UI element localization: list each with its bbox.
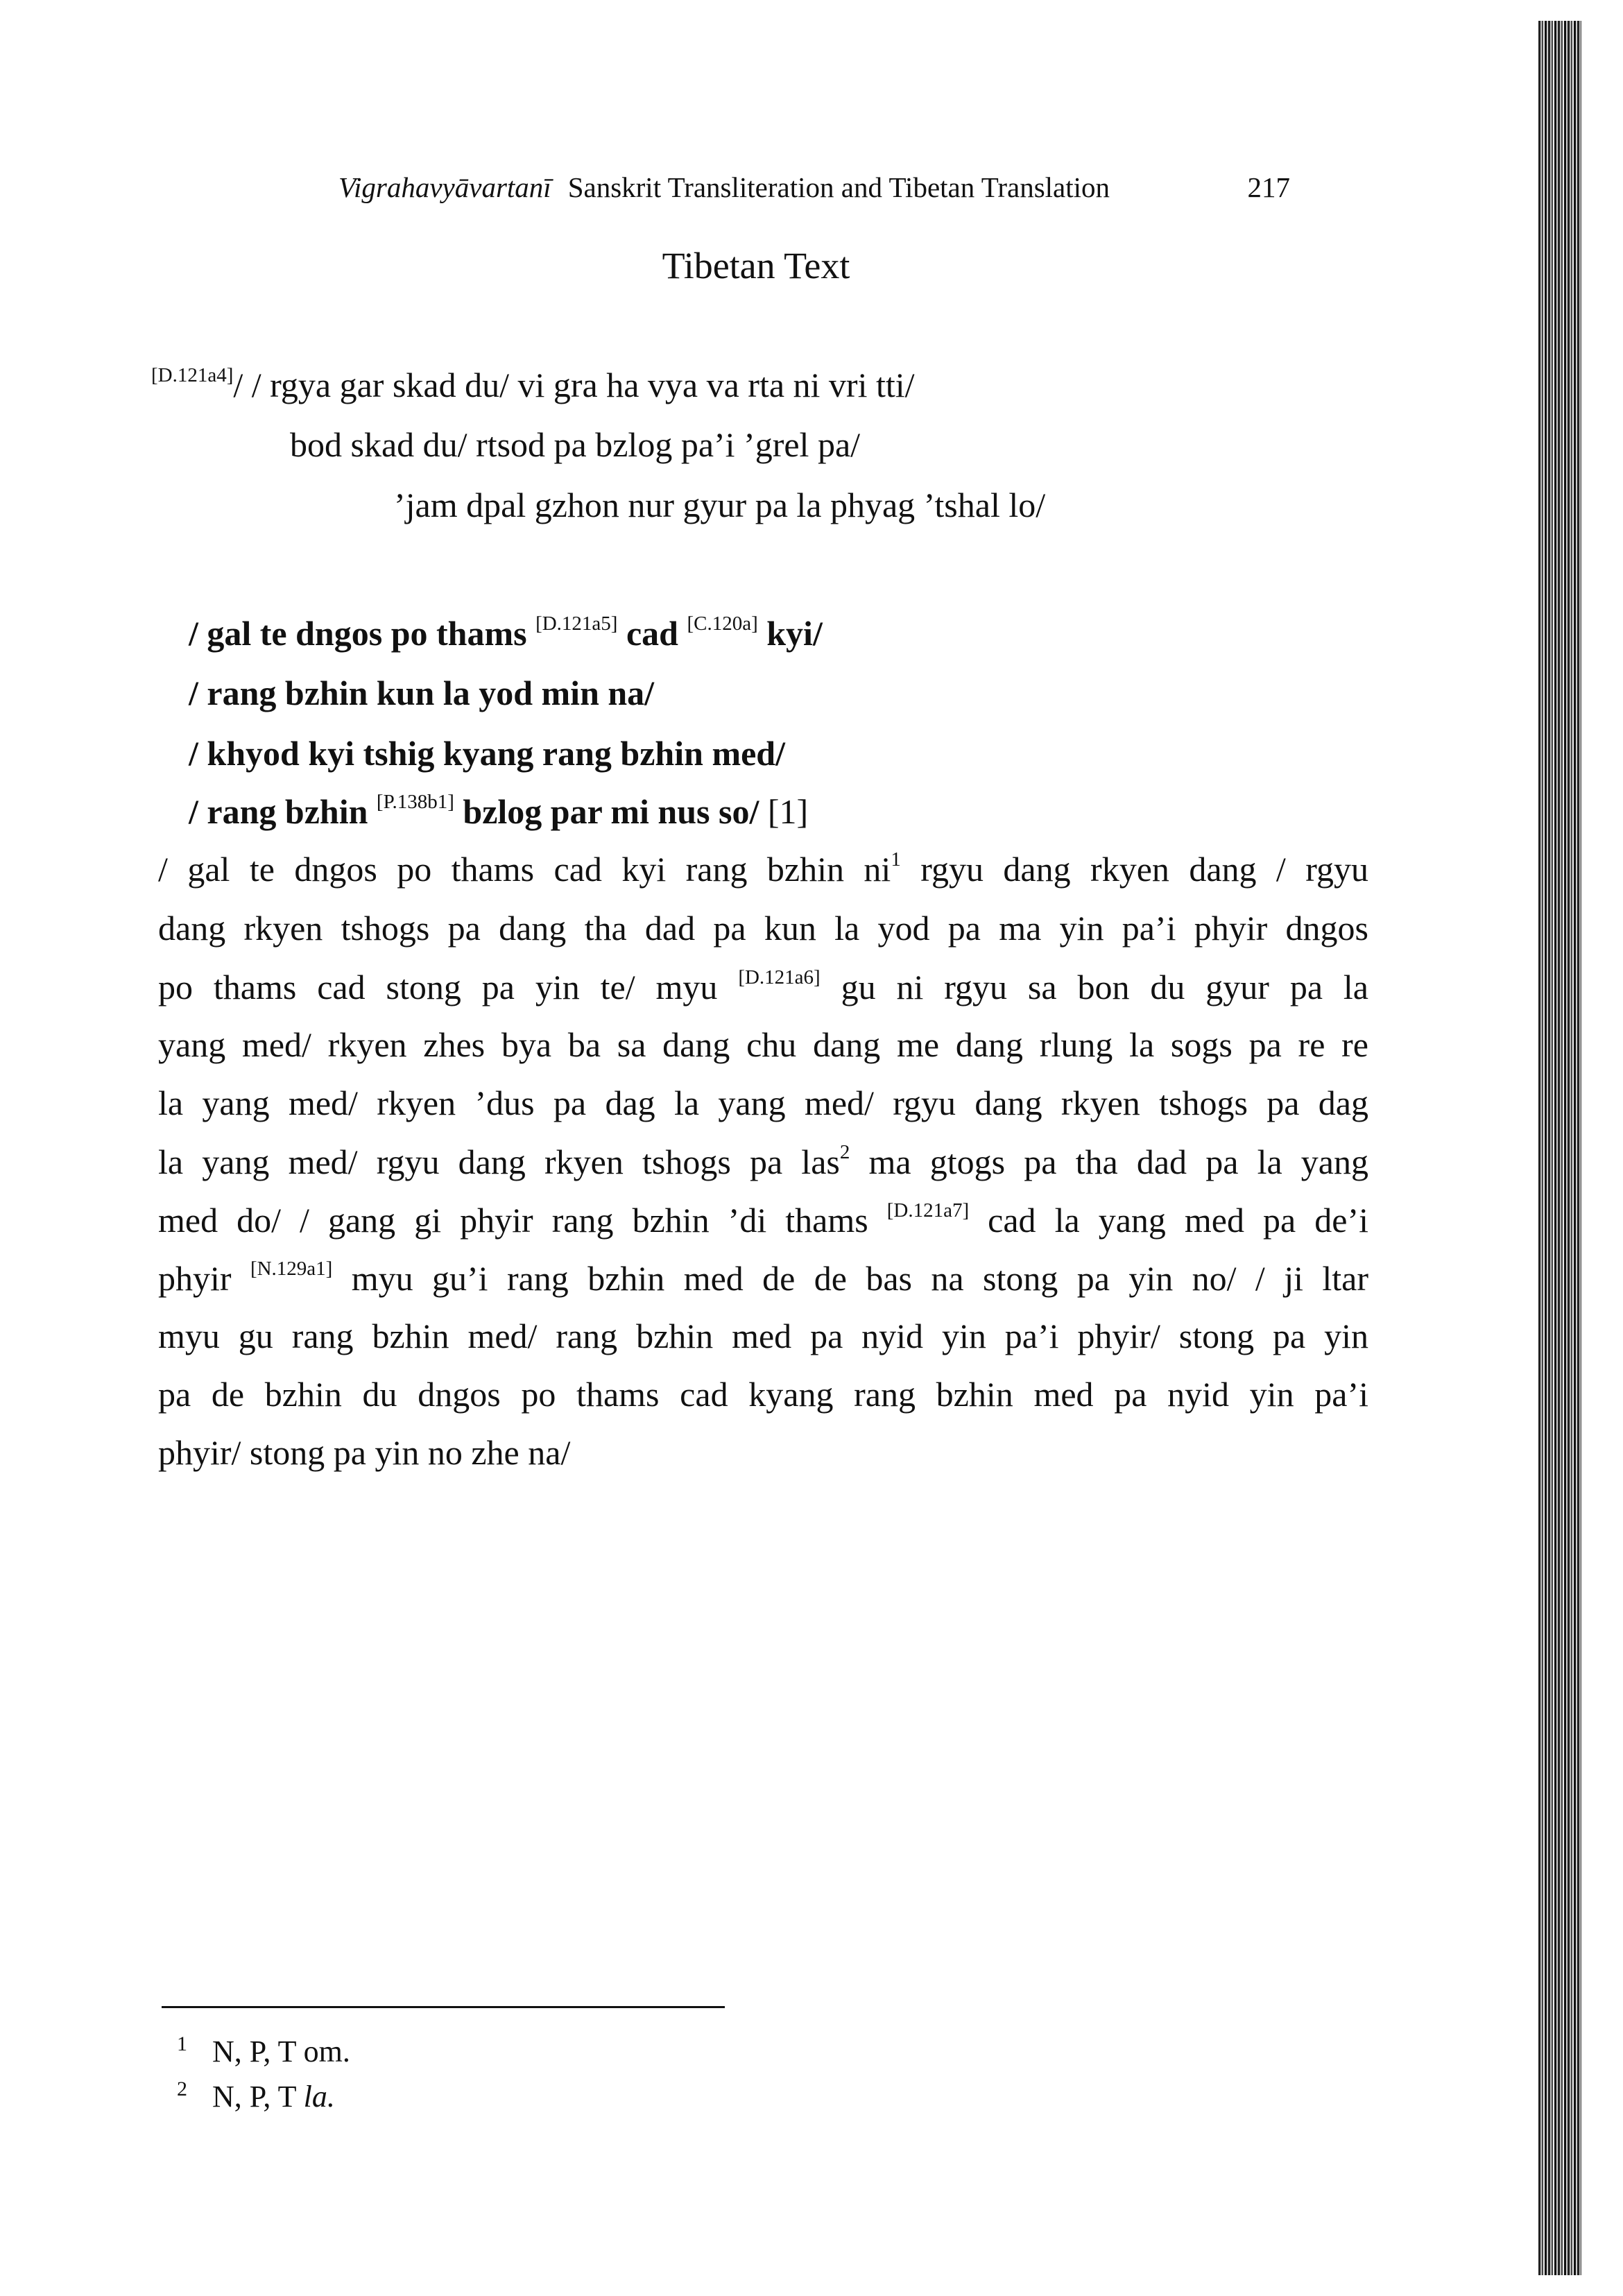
section-title: Tibetan Text [662, 245, 850, 286]
commentary-line: la yang med/ rkyen ’dus pa dag la yang med/ rgyu dang rkyen tshogs pa dag [158, 1083, 1368, 1122]
folio-ref: [N.129a1] [250, 1258, 333, 1280]
folio-ref: [D.121a7] [886, 1199, 970, 1222]
title-line-1: [D.121a4]/ / rgya gar skad du/ vi gra ha vya va rta ni vri tti/ [151, 364, 915, 404]
page-number: 217 [1247, 171, 1290, 203]
verse-line-3: / khyod kyi tshig kyang rang bzhin med/ [189, 734, 785, 773]
title-line-2: bod skad du/ rtsod pa bzlog pa’i ’grel pa/ [290, 425, 861, 464]
verse-line-4: / rang bzhin [P.138b1] bzlog par mi nus so/ [1] [189, 791, 809, 831]
folio-ref: [C.120a] [687, 612, 758, 635]
footnote-marker: 1 [891, 848, 901, 871]
commentary-line: pa de bzhin du dngos po thams cad kyang rang bzhin med pa nyid yin pa’i [158, 1375, 1368, 1414]
verse-line-1: / gal te dngos po thams [D.121a5] cad [C.120a] kyi/ [189, 612, 823, 653]
folio-ref: [P.138b1] [376, 791, 454, 813]
footnote-1: $^1$ N, P, T om. [177, 2032, 350, 2068]
verse-number: [1] [767, 792, 809, 831]
book-title: Vigrahavyāvartanī [338, 171, 551, 203]
folio-ref: [D.121a6] [738, 966, 821, 988]
footnote-rule [162, 2006, 725, 2008]
page-edge-shadow [1538, 21, 1581, 2275]
title-line-3: ’jam dpal gzhon nur gyur pa la phyag ’tshal lo/ [394, 486, 1046, 524]
commentary-line: yang med/ rkyen zhes bya ba sa dang chu dang me dang rlung la sogs pa re re [158, 1025, 1368, 1064]
folio-ref: [D.121a5] [535, 612, 618, 635]
footnote-marker: 2 [839, 1141, 850, 1163]
commentary-line: phyir [N.129a1] myu gu’i rang bzhin med de de bas na stong pa yin no/ / ji ltar [158, 1258, 1368, 1298]
commentary-line: phyir/ stong pa yin no zhe na/ [158, 1433, 571, 1472]
commentary-line: po thams cad stong pa yin te/ myu [D.121a6] gu ni rgyu sa bon du gyur pa la [158, 966, 1369, 1006]
commentary-line: la yang med/ rgyu dang rkyen tshogs pa las$^2$ ma gtogs pa tha dad pa la yang [158, 1141, 1369, 1181]
folio-ref: [D.121a4] [151, 364, 234, 386]
commentary-line: / gal te dngos po thams cad kyi rang bzhin $ni^1$ rgyu dang rkyen dang / rgyu [158, 848, 1369, 889]
commentary-line: dang rkyen tshogs pa dang tha dad pa kun la yod pa ma yin pa’i phyir dngos [158, 909, 1368, 948]
footnote-2: $^2$ N, P, T la. [177, 2077, 335, 2114]
running-header [338, 171, 1290, 204]
commentary-line: myu gu rang bzhin med/ rang bzhin med pa nyid yin pa’i phyir/ stong pa yin [158, 1317, 1368, 1355]
section-heading: Sanskrit Transliteration and Tibetan Translation [567, 171, 1110, 203]
commentary-line: med do/ / gang gi phyir rang bzhin ’di thams [D.121a7] cad la yang med pa de’i [158, 1199, 1368, 1240]
verse-line-2: / rang bzhin kun la yod min na/ [189, 674, 655, 712]
